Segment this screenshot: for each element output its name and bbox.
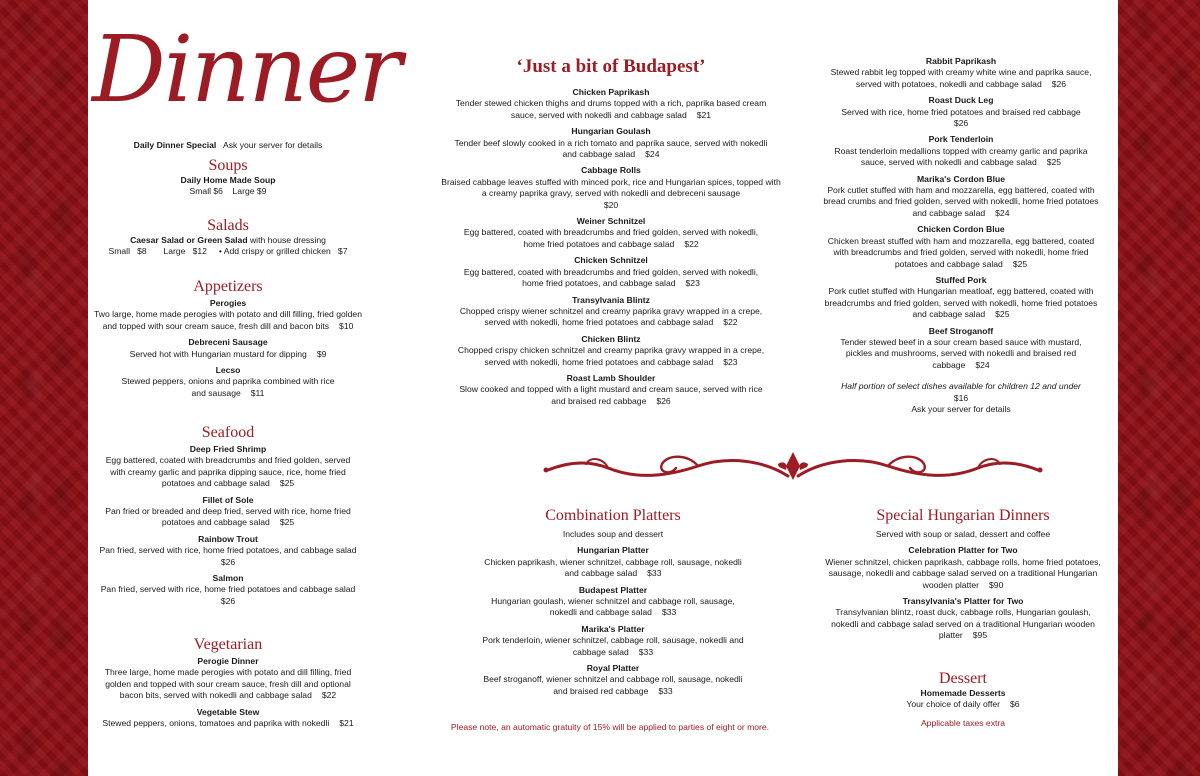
dessert-section — [822, 670, 1104, 729]
item-desc: Your choice of daily offer $6 — [906, 699, 1020, 710]
section-subtitle: Includes soup and dessert — [562, 529, 664, 539]
section-heading-salads: Salads — [207, 217, 249, 234]
section-heading-seafood: Seafood — [201, 424, 255, 441]
section-heading-combination: Combination Platters — [545, 507, 681, 524]
menu-item: Beef Stroganoff Tender stewed beef in a sour cream based sauce with mustard, pickles and mushrooms, served with nokedli and braised red cabbage $24 — [840, 325, 1082, 370]
section-heading-budapest: ‘Just a bit of Budapest’ — [516, 56, 706, 77]
section-heading-vegetarian: Vegetarian — [193, 636, 263, 653]
menu-item: Budapest Platter Hungarian goulash, wiener schnitzel and cabbage roll, sausage, nokedli and cabbage salad $33 — [491, 584, 735, 618]
menu-item: Roast Lamb Shoulder Slow cooked and topped with a light mustard and cream sauce, served with rice and braised red cabbage $26 — [459, 372, 763, 406]
ornamental-divider — [538, 450, 1048, 486]
section-heading-special: Special Hungarian Dinners — [876, 507, 1050, 524]
menu-item: Royal Platter Beef stroganoff, wiener schnitzel and cabbage roll, sausage, nokedli and braised red cabbage $33 — [483, 663, 743, 696]
menu-item: Marika's Cordon Blue Pork cutlet stuffed with ham and mozzarella, egg battered, coated with bread crumbs and fried golden, served with nokedli, home fried potatoes and cabbage salad $24 — [823, 173, 1099, 218]
soups-section — [90, 157, 366, 198]
menu-item: Rabbit Paprikash Stewed rabbit leg topped with creamy white wine and paprika sauce, served with potatoes, nokedli and cabbage salad $26 — [830, 56, 1092, 89]
menu-item: Roast Duck Leg Served with rice, home fried potatoes and braised red cabbage $26 — [841, 95, 1081, 129]
menu-item: Celebration Platter for Two Wiener schnitzel, chicken paprikash, cabbage rolls, home fried potatoes, sausage, nokedli and cabbage salad served on a traditional Hungarian wooden platter $90 — [825, 545, 1101, 590]
menu-item: Marika's Platter Pork tenderloin, wiener schnitzel, cabbage roll, sausage, nokedli and cabbage salad $33 — [482, 623, 744, 657]
menu-item: Pork Tenderloin Roast tenderloin medallions topped with creamy garlic and paprika sauce, served with nokedli and cabbage salad $25 — [834, 134, 1088, 168]
vegetarian-section — [90, 636, 366, 729]
menu-item: Fillet of Sole Pan fried or breaded and deep fried, served with rice, home fried potatoes and cabbage salad $25 — [105, 494, 351, 528]
item-name: Caesar Salad or Green Salad with house dressing — [130, 235, 326, 245]
menu-item: Chicken Blintz Chopped crispy chicken schnitzel and creamy paprika gravy wrapped in a crepe, served with nokedli, home fried potatoes and cabbage salad $23 — [457, 333, 765, 367]
menu-item: Stuffed Pork Pork cutlet stuffed with Hungarian meatloaf, egg battered, coated with breadcrumbs and fried golden, served with nokedli, home fried potatoes and cabbage salad $25 — [824, 274, 1098, 320]
children-note: Half portion of select dishes available for children 12 and under $16 Ask your server for details — [841, 381, 1081, 414]
menu-item: Transylvania Blintz Chopped crispy wiener schnitzel and creamy paprika gravy wrapped in a crepe, served with nokedli, home fried potatoes and cabbage salad $22 — [459, 294, 763, 328]
item-name: Homemade Desserts — [920, 688, 1006, 698]
budapest-section — [438, 56, 784, 407]
special-section — [822, 507, 1104, 642]
daily-special: Daily Dinner Special Ask your server for details — [133, 140, 323, 150]
item-name: Daily Home Made Soup — [180, 175, 276, 185]
menu-item: Debreceni Sausage Served hot with Hungarian mustard for dipping $9 — [129, 337, 327, 359]
menu-title: Dinner — [92, 16, 401, 123]
item-prices: Small $8 Large $12 • Add crispy or grilled chicken $7 — [108, 246, 348, 257]
salads-section — [90, 217, 366, 258]
section-heading-appetizers: Appetizers — [193, 278, 263, 295]
gratuity-note: Please note, an automatic gratuity of 15% will be applied to parties of eight or more. — [450, 722, 770, 732]
left-damask-border — [0, 0, 88, 776]
menu-item: Lecso Stewed peppers, onions and paprika combined with rice and sausage $11 — [121, 365, 335, 398]
taxes-note: Applicable taxes extra — [920, 717, 1006, 728]
menu-item: Vegetable Stew Stewed peppers, onions, tomatoes and paprika with nokedli $21 — [102, 706, 354, 729]
menu-item: Salmon Pan fried, served with rice, home fried potatoes and cabbage salad $26 — [100, 573, 356, 606]
menu-item: Rainbow Trout Pan fried, served with rice, home fried potatoes, and cabbage salad $26 — [99, 533, 357, 567]
menu-item: Weiner Schnitzel Egg battered, coated with breadcrumbs and fried golden, served with nokedli, home fried potatoes and cabbage salad $22 — [463, 216, 759, 249]
menu-item: Hungarian Goulash Tender beef slowly cooked in a rich tomato and paprika sauce, served with nokedli and cabbage salad $24 — [454, 126, 768, 160]
combination-section — [448, 507, 778, 697]
menu-item: Chicken Paprikash Tender stewed chicken thighs and drums topped with a rich, paprika based cream sauce, served with nokedli and cabbage salad $21 — [455, 87, 767, 120]
right-damask-border — [1118, 0, 1200, 776]
menu-item: Hungarian Platter Chicken paprikash, wiener schnitzel, cabbage roll, sausage, nokedli and cabbage salad $33 — [484, 545, 742, 579]
right-items — [822, 56, 1100, 415]
section-heading-dessert: Dessert — [939, 670, 987, 687]
menu-item: Chicken Schnitzel Egg battered, coated with breadcrumbs and fried golden, served with nokedli, home fried potatoes, and cabbage salad $23 — [463, 255, 759, 289]
menu-item: Cabbage Rolls Braised cabbage leaves stuffed with minced pork, rice and Hungarian spices, topped with a creamy paprika gravy, served with nokedli and debreceni sausage $20 — [441, 165, 781, 210]
item-prices: Small $6 Large $9 — [189, 186, 267, 197]
appetizers-section — [90, 278, 366, 399]
menu-item: Perogie Dinner Three large, home made perogies with potato and dill filling, fried golden and topped with sour cream sauce, fresh dill and optional bacon bits, served with nokedli and cabbage salad $22 — [104, 656, 352, 701]
section-heading-soups: Soups — [208, 157, 248, 174]
seafood-section — [90, 424, 366, 607]
menu-item: Transylvania's Platter for Two Transylvanian blintz, roast duck, cabbage rolls, Hungarian goulash, nokedli and cabbage salad served on a traditional Hungarian wooden platter $95 — [831, 596, 1095, 641]
section-subtitle: Served with soup or salad, dessert and coffee — [875, 529, 1051, 539]
menu-item: Chicken Cordon Blue Chicken breast stuffed with ham and mozzarella, egg battered, coated with breadcrumbs and fried golden, served with nokedli, home fried potatoes and cabbage salad $25 — [827, 224, 1095, 269]
menu-item: Deep Fried Shrimp Egg battered, coated with breadcrumbs and fried golden, served with creamy garlic and paprika dipping sauce, rice, home fried potatoes and cabbage salad $25 — [105, 444, 351, 489]
menu-item: Perogies Two large, home made perogies with potato and dill filling, fried golden and topped with sour cream sauce, fresh dill and bacon bits $10 — [94, 298, 362, 331]
